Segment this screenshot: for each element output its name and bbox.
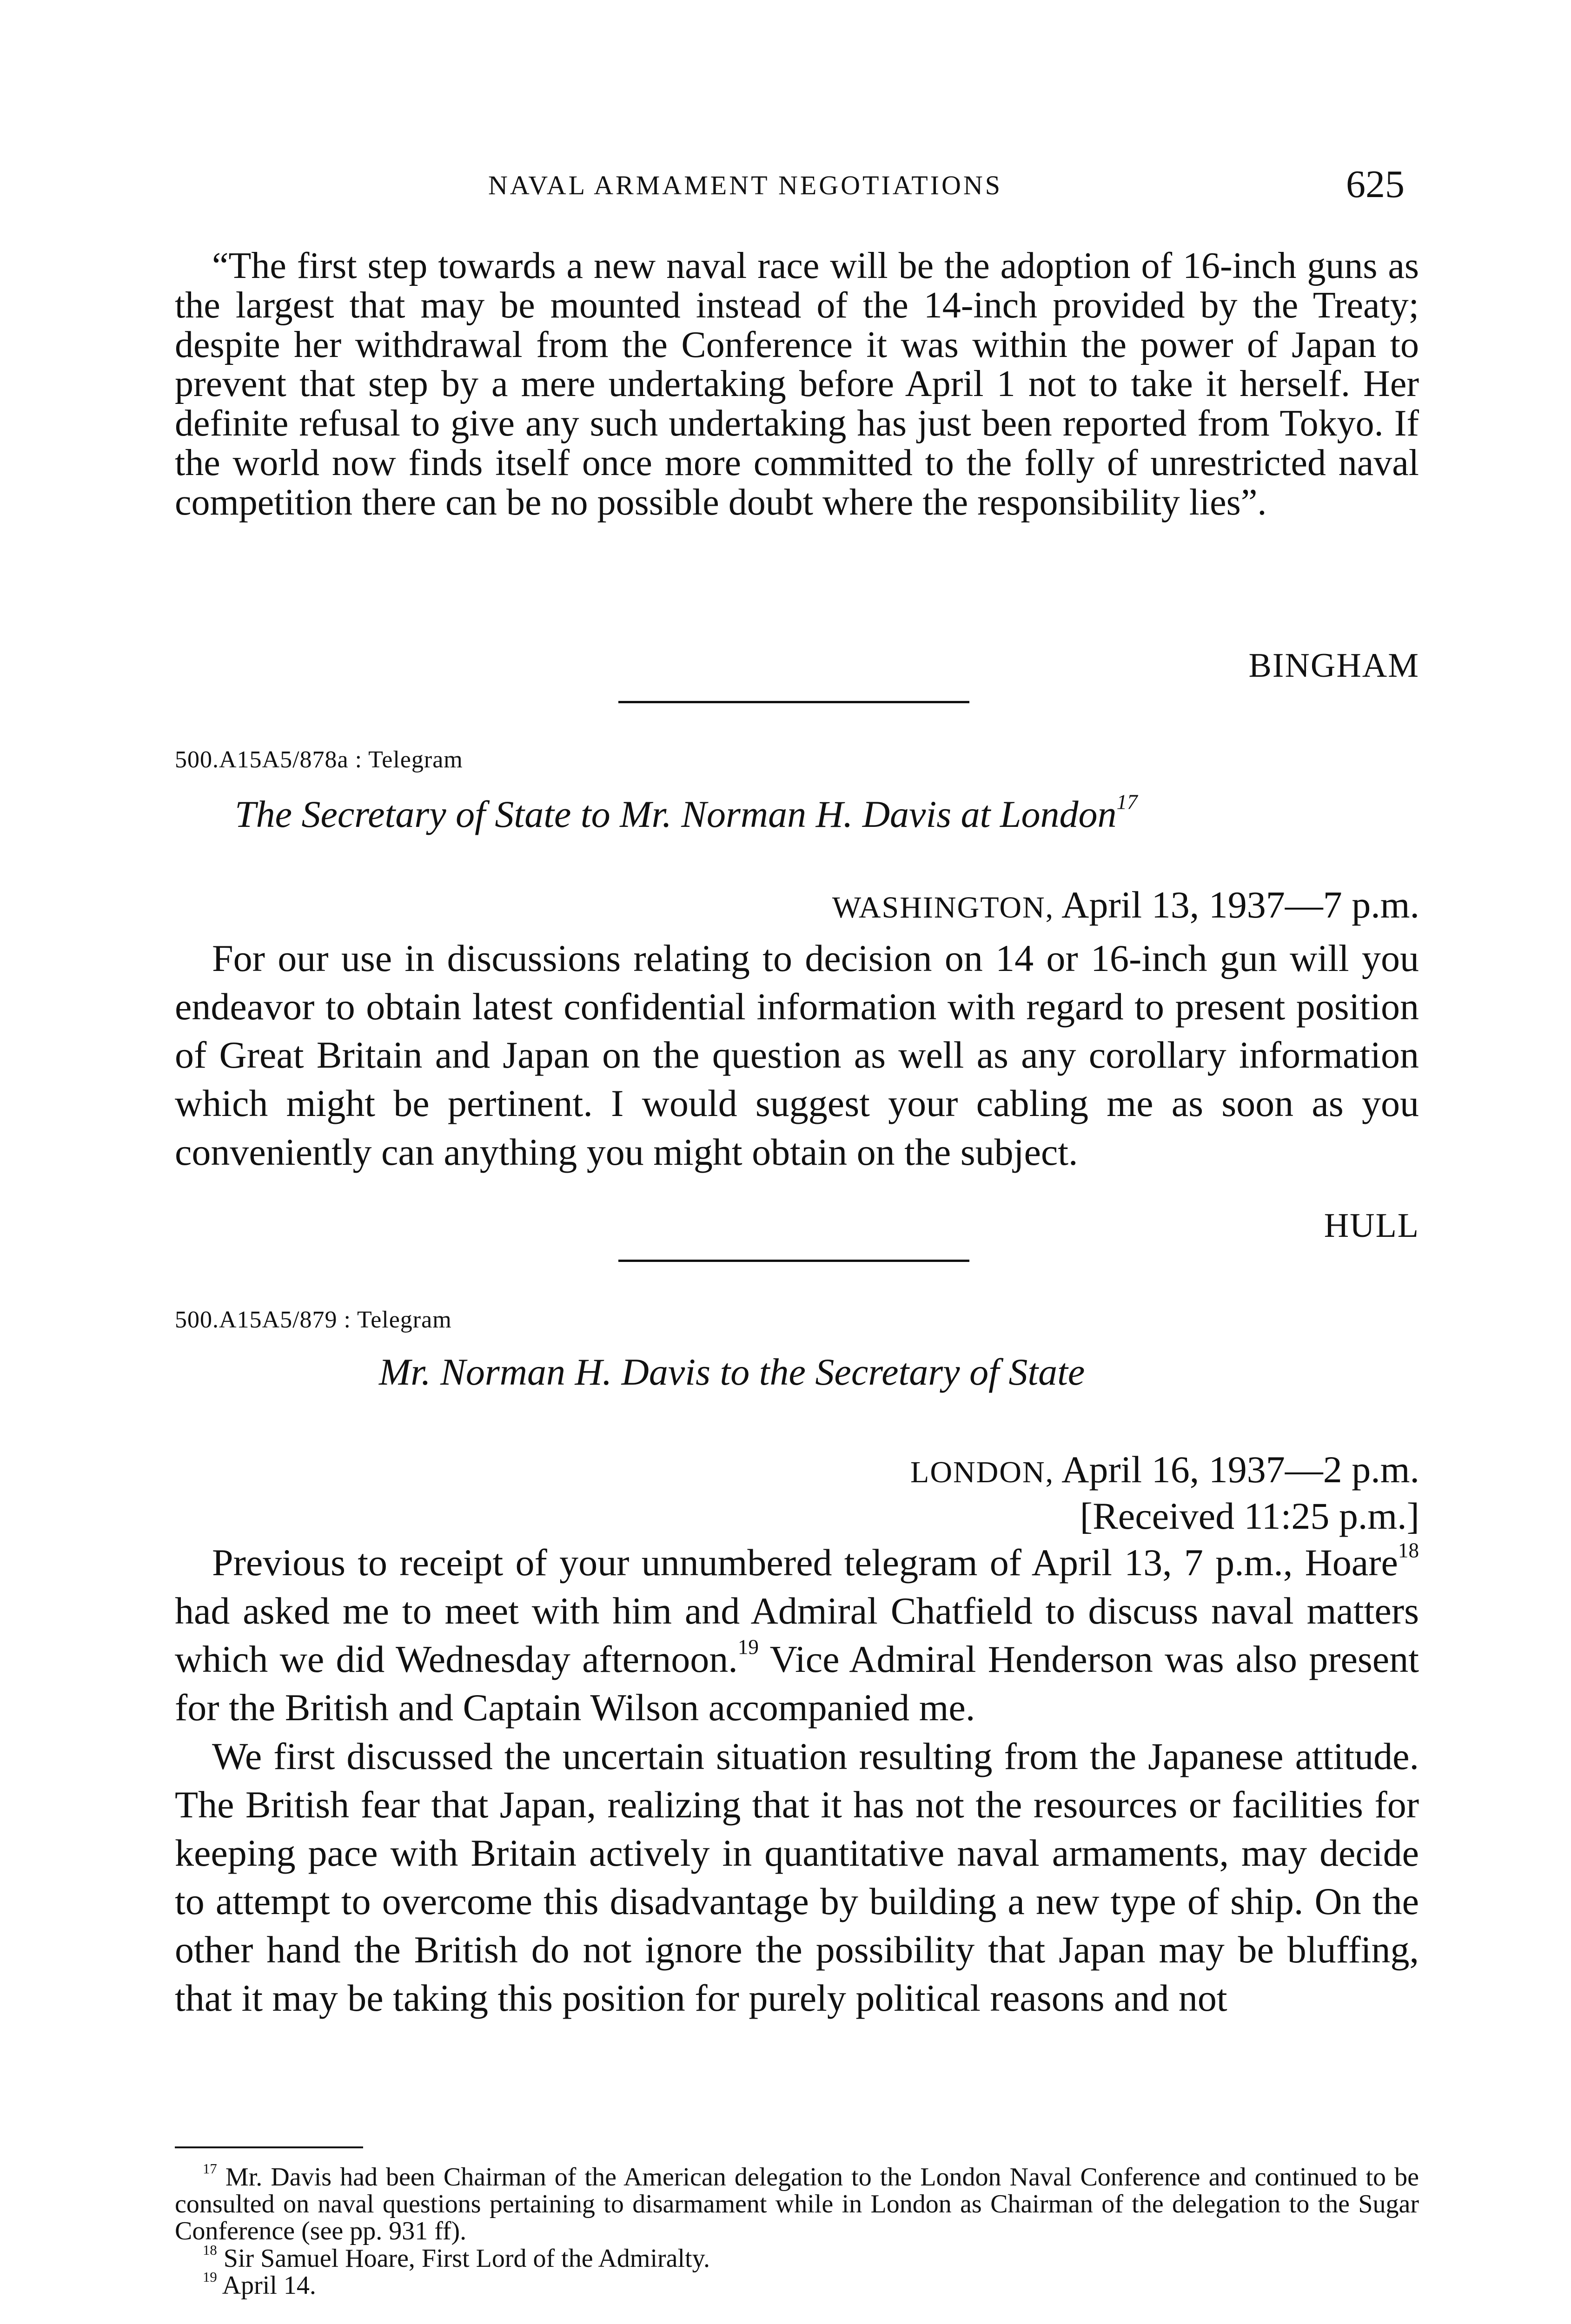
- footnote-17: [175, 2160, 1419, 2246]
- dateline-place: WASHINGTON,: [832, 891, 1054, 924]
- text-run: Previous to receipt of your unnumbered telegram of April 13, 7 p.m., Hoare: [212, 1541, 1398, 1584]
- body-paragraph: For our use in discussions relating to decision on 14 or 16-inch gun will you endeavor to obtain latest confidential information with regard to present position of Great Britain and Japan on the question as well as any corollary information which might be pertinent. I would suggest your cabling me as soon as you conveniently can anything you might obtain on the subject.: [175, 937, 1419, 1173]
- signature-bingham: BINGHAM: [1248, 647, 1419, 685]
- text-run: Vice Admiral Henderson was also present for the British and Captain Wilson accompanied me.: [175, 1638, 1419, 1729]
- signature-hull: HULL: [1324, 1207, 1419, 1245]
- section-divider: [618, 701, 969, 703]
- telegram-body: [175, 934, 1419, 1176]
- footnote-mark: 18: [203, 2242, 217, 2258]
- footnote-ref-18: 18: [1398, 1538, 1419, 1562]
- footnote-ref-17: 17: [1116, 790, 1138, 814]
- footnote-text: Mr. Davis had been Chairman of the American delegation to the London Naval Conference and continued to be consulted on naval questions pertaining to disarmament while in London as Chairman of the delegation to the Sugar Conference (see pp. 931 ff).: [175, 2163, 1419, 2246]
- footnote-ref-19: 19: [737, 1635, 759, 1659]
- document-title-text: The Secretary of State to Mr. Norman H. Davis at London: [235, 793, 1117, 835]
- document-title: Mr. Norman H. Davis to the Secretary of State: [379, 1351, 1085, 1393]
- footnote-18: [175, 2242, 1419, 2273]
- footnote-mark: 19: [203, 2269, 217, 2285]
- document-reference: 500.A15A5/878a : Telegram: [175, 746, 463, 773]
- text-run: had asked me to meet with him and Admiral Chatfield to discuss naval matters which we did Wednesday afternoon.: [175, 1590, 1419, 1681]
- dateline-date: April 13, 1937—7 p.m.: [1061, 884, 1419, 926]
- dateline-date: April 16, 1937—2 p.m.: [1061, 1448, 1419, 1491]
- dateline: [910, 1448, 1419, 1492]
- page-number: 625: [1346, 163, 1405, 206]
- footnotes: [175, 2160, 1419, 2300]
- quote-block: [175, 246, 1419, 522]
- body-paragraph: [175, 1538, 1419, 1732]
- footnote-mark: 17: [203, 2160, 217, 2177]
- footnote-rule: [175, 2146, 363, 2148]
- telegram-body: [175, 1538, 1419, 2022]
- footnote-19: [175, 2269, 1419, 2300]
- dateline-place: LONDON,: [910, 1455, 1054, 1489]
- body-paragraph: We first discussed the uncertain situation resulting from the Japanese attitude. The British fear that Japan, realizing that it has not the resources or facilities for keeping pace with Britain actively in quantitative naval armaments, may decide to attempt to overcome this disadvantage by building a new type of ship. On the other hand the British do not ignore the possibility that Japan may be bluffing, that it may be taking this position for purely political reasons and not: [175, 1735, 1419, 2020]
- quote-paragraph: “The first step towards a new naval race will be the adoption of 16-inch guns as the largest that may be mounted instead of the 14-inch provided by the Treaty; despite her withdrawal from the Conference it was within the power of Japan to prevent that step by a mere undertaking before April 1 not to take it herself. Her definite refusal to give any such undertaking has just been reported from Tokyo. If the world now finds itself once more committed to the folly of unrestricted naval competition there can be no possible doubt where the responsibility lies”.: [175, 245, 1419, 523]
- received-note: [Received 11:25 p.m.]: [1080, 1495, 1419, 1537]
- running-header-title: NAVAL ARMAMENT NEGOTIATIONS: [488, 170, 1003, 200]
- document-title: [235, 792, 1138, 836]
- footnote-text: Sir Samuel Hoare, First Lord of the Admiralty.: [223, 2244, 710, 2273]
- document-reference: 500.A15A5/879 : Telegram: [175, 1307, 452, 1333]
- footnote-text: April 14.: [222, 2271, 316, 2300]
- dateline: [832, 883, 1419, 927]
- section-divider: [618, 1260, 969, 1262]
